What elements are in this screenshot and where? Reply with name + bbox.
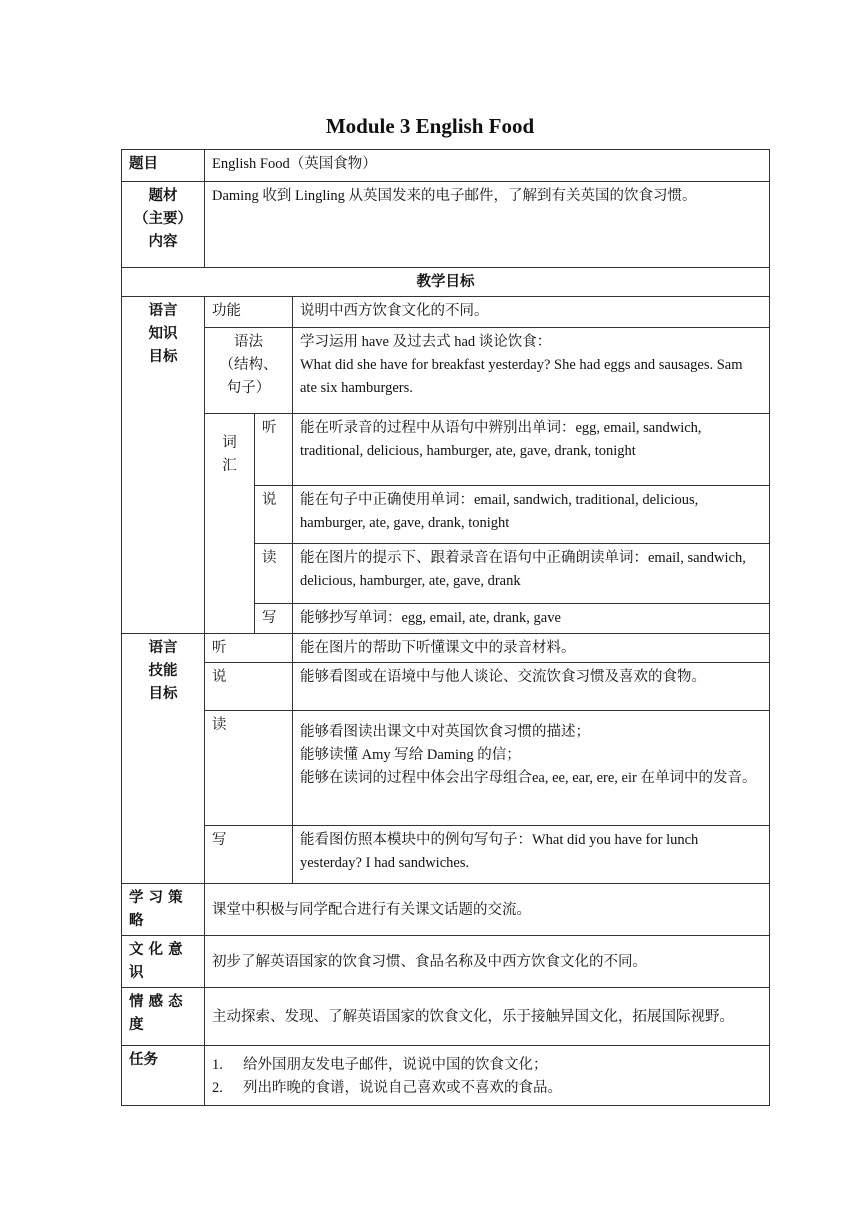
grammar-label: 语法 （结构、 句子） bbox=[205, 328, 293, 414]
strategy-value: 课堂中积极与同学配合进行有关课文话题的交流。 bbox=[205, 884, 770, 936]
topic-value: English Food（英国食物） bbox=[205, 150, 770, 182]
vocab-skill-speak: 说 bbox=[255, 486, 293, 544]
skill-read-label: 读 bbox=[205, 711, 293, 826]
lesson-plan-table bbox=[121, 149, 770, 1106]
document-title: Module 3 English Food bbox=[325, 114, 535, 138]
row-objectives-header bbox=[122, 268, 770, 297]
vocab-skill-listen: 听 bbox=[255, 414, 293, 486]
row-vocab-listen bbox=[122, 414, 770, 486]
row-skill-speak bbox=[122, 663, 770, 711]
row-skill-read bbox=[122, 711, 770, 826]
culture-value: 初步了解英语国家的饮食习惯、食品名称及中西方饮食文化的不同。 bbox=[205, 936, 770, 988]
function-label: 功能 bbox=[205, 297, 293, 328]
skill-listen-label: 听 bbox=[205, 634, 293, 663]
task-value bbox=[205, 1046, 770, 1106]
topic-label: 题目 bbox=[122, 150, 205, 182]
content-value: Daming 收到 Lingling 从英国发来的电子邮件，了解到有关英国的饮食习惯。 bbox=[205, 182, 770, 268]
lang-skill-label: 语言 技能 目标 bbox=[122, 634, 205, 884]
row-topic bbox=[122, 150, 770, 182]
strategy-label: 学 习 策 略 bbox=[122, 884, 205, 936]
culture-label: 文 化 意 识 bbox=[122, 936, 205, 988]
row-strategy bbox=[122, 884, 770, 936]
vocab-read-text: 能在图片的提示下、跟着录音在语句中正确朗读单词：email, sandwich, delicious, hamburger, ate, gave, drank bbox=[293, 544, 770, 604]
row-task bbox=[122, 1046, 770, 1106]
row-content bbox=[122, 182, 770, 268]
skill-speak-text: 能够看图或在语境中与他人谈论、交流饮食习惯及喜欢的食物。 bbox=[293, 663, 770, 711]
grammar-value: 学习运用 have 及过去式 had 谈论饮食： What did she have for breakfast yesterday? She had eggs and sausages. Sam ate six hamburgers. bbox=[293, 328, 770, 414]
skill-speak-label: 说 bbox=[205, 663, 293, 711]
objectives-header: 教学目标 bbox=[122, 268, 770, 297]
task-item: 1. 给外国朋友发电子邮件，说说中国的饮食文化； bbox=[212, 1057, 548, 1073]
lang-knowledge-label: 语言 知识 目标 bbox=[122, 297, 205, 634]
vocab-skill-read: 读 bbox=[255, 544, 293, 604]
vocab-speak-text: 能在句子中正确使用单词：email, sandwich, traditional, delicious, hamburger, ate, gave, drank, tonight bbox=[293, 486, 770, 544]
row-grammar bbox=[122, 328, 770, 414]
skill-listen-text: 能在图片的帮助下听懂课文中的录音材料。 bbox=[293, 634, 770, 663]
row-skill-write bbox=[122, 826, 770, 884]
task-label: 任务 bbox=[122, 1046, 205, 1106]
attitude-label: 情 感 态 度 bbox=[122, 988, 205, 1046]
vocab-label: 词 汇 bbox=[205, 414, 255, 634]
task-item: 2. 列出昨晚的食谱，说说自己喜欢或不喜欢的食品。 bbox=[212, 1080, 562, 1096]
skill-write-label: 写 bbox=[205, 826, 293, 884]
content-label: 题材 （主要） 内容 bbox=[122, 182, 205, 268]
row-attitude bbox=[122, 988, 770, 1046]
vocab-skill-write: 写 bbox=[255, 604, 293, 634]
row-culture bbox=[122, 936, 770, 988]
function-value: 说明中西方饮食文化的不同。 bbox=[293, 297, 770, 328]
row-function bbox=[122, 297, 770, 328]
attitude-value: 主动探索、发现、了解英语国家的饮食文化，乐于接触异国文化，拓展国际视野。 bbox=[205, 988, 770, 1046]
vocab-listen-text: 能在听录音的过程中从语句中辨别出单词：egg, email, sandwich, traditional, delicious, hamburger, ate, gave, drank, tonight bbox=[293, 414, 770, 486]
vocab-write-text: 能够抄写单词：egg, email, ate, drank, gave bbox=[293, 604, 770, 634]
skill-read-text: 能够看图读出课文中对英国饮食习惯的描述； 能够读懂 Amy 写给 Daming 的信； 能够在读词的过程中体会出字母组合ea, ee, ear, ere, eir 在单词中的发音。 bbox=[293, 711, 770, 826]
row-skill-listen bbox=[122, 634, 770, 663]
skill-write-text: 能看图仿照本模块中的例句写句子：What did you have for lunch yesterday? I had sandwiches. bbox=[293, 826, 770, 884]
